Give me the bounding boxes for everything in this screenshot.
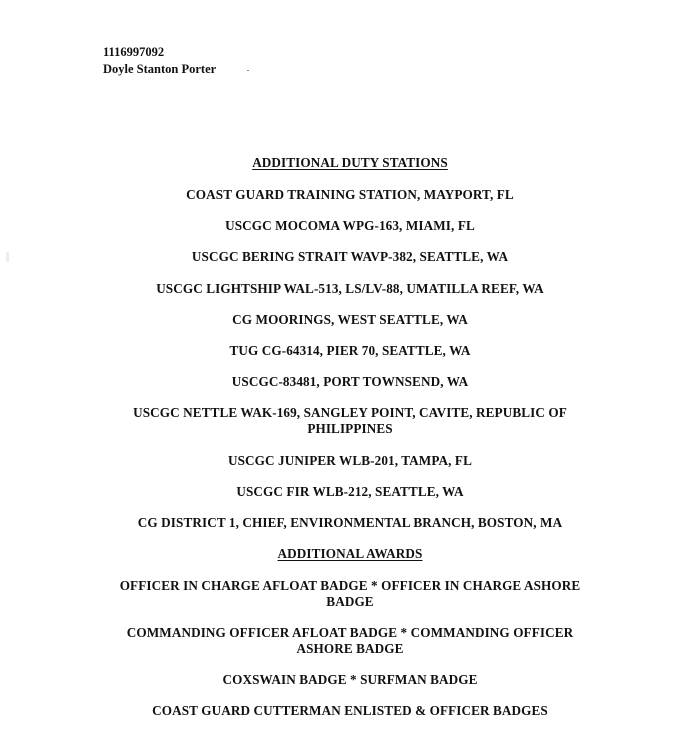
person-name: Doyle Stanton Porter <box>103 62 217 76</box>
awards-heading-text: ADDITIONAL AWARDS <box>277 546 423 561</box>
duty-station-item: USCGC FIR WLB-212, SEATTLE, WA <box>236 484 464 499</box>
document-header <box>103 44 216 78</box>
award-item: OFFICER IN CHARGE AFLOAT BADGE * OFFICER IN CHARGE ASHORE BADGE <box>119 578 581 609</box>
duty-station-item: USCGC-83481, PORT TOWNSEND, WA <box>231 374 469 389</box>
duty-station-item: CG DISTRICT 1, CHIEF, ENVIRONMENTAL BRANCH, BOSTON, MA <box>137 515 563 530</box>
duty-stations-heading-text: ADDITIONAL DUTY STATIONS <box>252 155 448 170</box>
duty-station-item: CG MOORINGS, WEST SEATTLE, WA <box>232 312 468 327</box>
duty-station-item: USCGC LIGHTSHIP WAL-513, LS/LV-88, UMATILLA REEF, WA <box>156 281 544 296</box>
record-id: 1116997092 <box>103 45 165 59</box>
awards-heading <box>100 546 600 562</box>
scan-speck <box>247 70 249 71</box>
duty-station-item: USCGC JUNIPER WLB-201, TAMPA, FL <box>227 453 472 468</box>
duty-stations-heading <box>100 155 600 171</box>
scan-edge-mark <box>6 252 9 262</box>
award-item: COAST GUARD CUTTERMAN ENLISTED & OFFICER BADGES <box>152 703 548 718</box>
award-item: COMMANDING OFFICER AFLOAT BADGE * COMMANDING OFFICER ASHORE BADGE <box>126 625 574 656</box>
duty-station-item: COAST GUARD TRAINING STATION, MAYPORT, FL <box>186 187 514 202</box>
award-item: COXSWAIN BADGE * SURFMAN BADGE <box>222 672 478 687</box>
duty-station-item: USCGC BERING STRAIT WAVP-382, SEATTLE, WA <box>191 249 509 264</box>
duty-station-item: USCGC MOCOMA WPG-163, MIAMI, FL <box>225 218 475 233</box>
duty-station-item: TUG CG-64314, PIER 70, SEATTLE, WA <box>229 343 471 358</box>
duty-station-item: USCGC NETTLE WAK-169, SANGLEY POINT, CAVITE, REPUBLIC OF PHILIPPINES <box>133 405 567 436</box>
